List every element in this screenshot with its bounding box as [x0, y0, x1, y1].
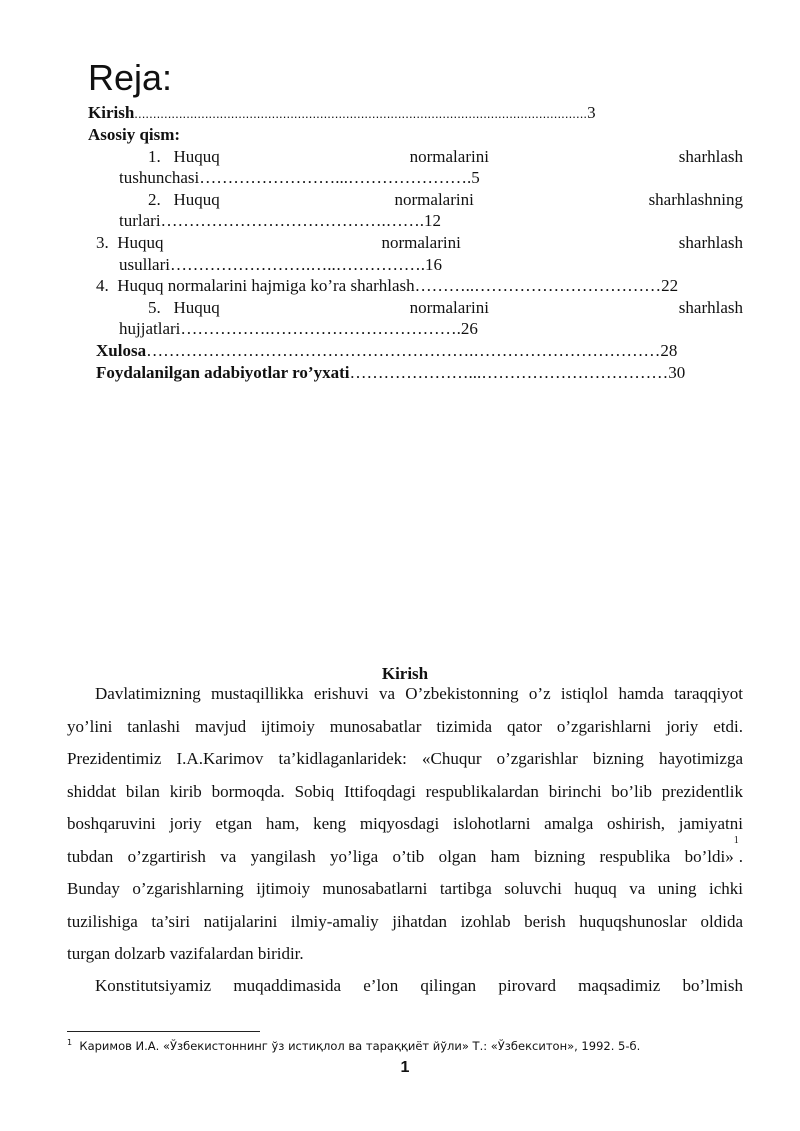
paragraph-line: Konstitutsiyamiz muqaddimasida e’lon qilingan pirovard maqsadimiz bo’lmish: [95, 976, 743, 995]
toc-item-3-continuation: usullari…………………….…..…………….16: [119, 255, 442, 274]
toc-item-5-word3: sharhlash: [678, 298, 743, 317]
toc-item-3: [96, 232, 743, 253]
intro-paragraph-1: [67, 678, 743, 971]
section-heading-intro: Kirish: [381, 664, 429, 683]
paragraph-line: turgan dolzarb vazifalardan biridir.: [67, 944, 304, 963]
paragraph-line: Bunday o’zgarishlarning ijtimoiy munosabatlarni tartibga soluvchi huquq va uning ichki: [67, 879, 743, 898]
toc-intro: [88, 102, 596, 124]
toc-item-1-start: 1. Huquq: [148, 147, 220, 166]
toc-item-5-start: 5. Huquq: [148, 298, 220, 317]
toc-bibliography-rest: …………………...……………………………30: [349, 363, 686, 382]
footnote-reference[interactable]: 1: [733, 834, 739, 846]
footnote-separator: [67, 1031, 260, 1032]
toc-main-part: Asosiy qism:: [88, 125, 181, 144]
paragraph-line: tubdan o’zgartirish va yangilash yo’liga o’tib olgan ham bizning respublika bo’ldi» 1 .: [67, 841, 743, 874]
toc-item-5-word2: normalarini: [409, 298, 489, 317]
paragraph-line: tuzilishiga ta’siri natijalarini ilmiy-amaliy jihatdan izohlab berish huquqshunoslar oldida: [67, 911, 743, 931]
toc-item-2: [148, 189, 743, 210]
toc-bibliography-label: Foydalanilgan adabiyotlar ro’yxati: [96, 363, 350, 382]
toc-bibliography: [96, 362, 685, 383]
paragraph-line: boshqaruvini joriy etgan ham, keng miqyosdagi islohotlarni amalga oshirish, jamiyatni: [67, 814, 743, 833]
toc-intro-dots: ..........................................................................................................................: [134, 106, 588, 121]
intro-paragraph-2: [67, 970, 743, 1003]
toc-item-5: [148, 297, 743, 318]
toc-item-1-continuation: tushunchasi……………………...………………….5: [119, 168, 480, 187]
toc-item-3-word3: sharhlash: [678, 233, 743, 252]
toc-intro-page: 3: [587, 103, 596, 122]
toc-item-1: [148, 146, 743, 167]
toc-conclusion-label: Xulosa: [96, 341, 147, 360]
toc-item-1-word3: sharhlash: [678, 147, 743, 166]
page-number: 1: [400, 1059, 410, 1076]
paragraph-line: shiddat bilan kirib bormoqda. Sobiq Ittifoqdagi respublikalardan birinchi bo’lib prezidentlik: [67, 781, 743, 801]
toc-item-1-word2: normalarini: [409, 147, 489, 166]
toc-item-3-start: 3. Huquq: [96, 233, 164, 252]
toc-item-2-start: 2. Huquq: [148, 190, 220, 209]
toc-item-2-word2: normalarini: [394, 190, 474, 209]
toc-item-5-continuation: hujjatlari…………….…………………………….26: [119, 319, 478, 338]
toc-conclusion-rest: ………………………………………………….……………………………28: [146, 341, 678, 360]
toc-conclusion: [96, 340, 677, 361]
plan-title: Reja:: [88, 57, 173, 98]
toc-item-3-word2: normalarini: [381, 233, 461, 252]
toc-item-4: 4. Huquq normalarini hajmiga ko’ra sharhlash………..……………………………22: [96, 276, 679, 295]
toc-intro-label: Kirish: [88, 103, 135, 122]
toc-item-2-word3: sharhlashning: [648, 190, 743, 209]
footnote: [67, 1039, 640, 1053]
paragraph-line: Davlatimizning mustaqillikka erishuvi va O’zbekistonning o’z istiqlol hamda taraqqiyot: [95, 684, 743, 703]
paragraph-line: yo’lini tanlashi mavjud ijtimoiy munosabatlar tizimida qator o’zgarishlarni joriy etdi.: [67, 716, 743, 736]
footnote-mark: 1: [67, 1038, 73, 1048]
toc-item-2-continuation: turlari………………………………….…….12: [119, 211, 442, 230]
paragraph-line: Prezidentimiz I.A.Karimov ta’kidlaganlaridek: «Chuqur o’zgarishlar bizning hayotimizga: [67, 749, 743, 768]
footnote-text: Каримов И.А. «Ўзбекистоннинг ўз истиқлол ва тараққиёт йўли» Т.: «Ўзбекситон», 1992. 5-б.: [79, 1039, 641, 1053]
